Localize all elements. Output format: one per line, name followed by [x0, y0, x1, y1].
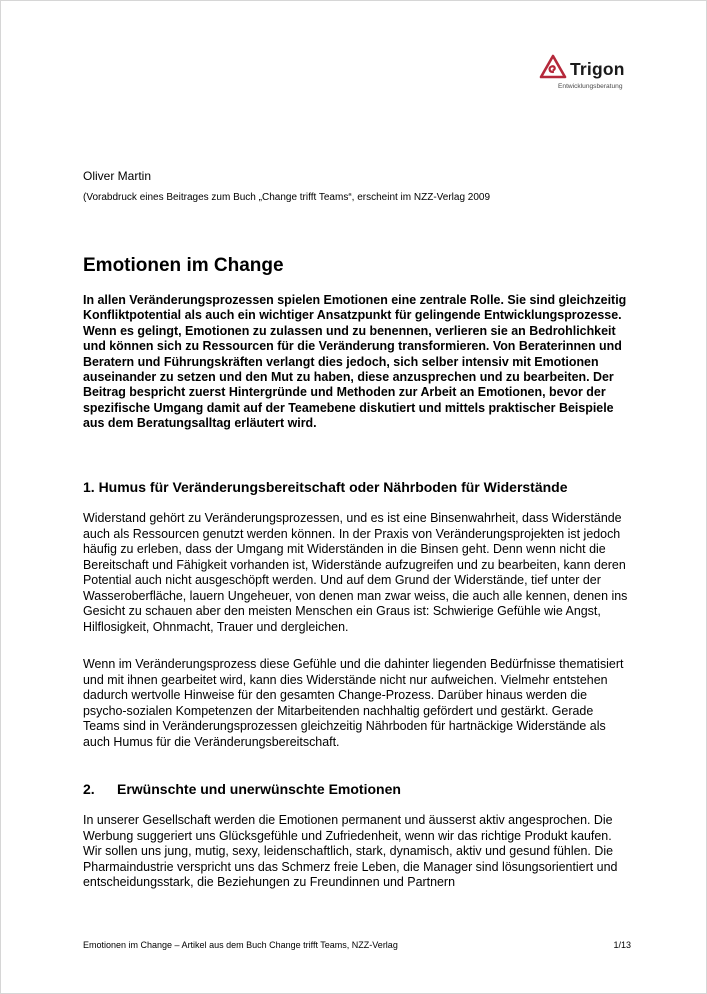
article-title: Emotionen im Change: [83, 255, 284, 276]
page-number: 1/13: [613, 940, 631, 950]
footer-text: Emotionen im Change – Artikel aus dem Buch Change trifft Teams, NZZ-Verlag: [83, 940, 398, 950]
section-2-heading: [83, 781, 401, 798]
section-2-paragraph-1: In unserer Gesellschaft werden die Emotionen permanent und äusserst aktiv angesprochen. Die Werbung suggeriert uns Glücksgefühle und Zufriedenheit, wenn wir das richtige Produkt kaufen. Wir sollen uns jung, mutig, sexy, leidenschaftlich, stark, dynamisch, aktiv und gesund fühlen. Die Pharmaindustrie verspricht uns das Schmerz freie Leben, die Manager sind lösungsorientiert und entscheidungsstark, die Beziehungen zu Freundinnen und Partnern: [83, 813, 618, 889]
section-1-paragraph-1: Widerstand gehört zu Veränderungsprozessen, und es ist eine Binsenwahrheit, dass Widerstände auch als Ressourcen genutzt werden können. In der Praxis von Veränderungsprojekten ist jedoch häufig zu erleben, dass der Umgang mit Widerständen in die Binsen geht. Denn wenn nicht die Bereitschaft und Fähigkeit vorhanden ist, Widerstände aufzugreifen und zu bearbeiten, kann deren Potential auch nicht ausgeschöpft werden. Und auf dem Grund der Widerstände, tief unter der Wasseroberfläche, lauern Ungeheuer, von denen man zwar weiss, die auch alle kennen, denen ins Gesicht zu schauen aber den meisten Menschen ein Graus ist: Schwierige Gefühle wie Angst, Hilflosigkeit, Ohnmacht, Trauer und dergleichen.: [83, 511, 628, 634]
section-1-paragraph-2: Wenn im Veränderungsprozess diese Gefühle und die dahinter liegenden Bedürfnisse thematisiert und mit ihnen gearbeitet wird, kann dies Widerstände nicht nur aufweichen. Vielmehr entstehen dadurch wertvolle Hinweise für den gesamten Change-Prozess. Darüber hinaus werden die psycho-sozialen Kompetenzen der Mitarbeitenden nachhaltig gefördert und gestärkt. Gerade Teams sind in Veränderungsprozessen gleichzeitig Nährboden für hartnäckige Widerstände als auch Humus für die Veränderungsbereitschaft.: [83, 657, 624, 749]
section-2-heading-text: Erwünschte und unerwünschte Emotionen: [117, 781, 401, 797]
author-name: Oliver Martin: [83, 169, 152, 183]
preprint-note: (Vorabdruck eines Beitrages zum Buch „Change trifft Teams“, erscheint im NZZ-Verlag 2009: [83, 192, 491, 203]
section-2-number: 2.: [83, 781, 95, 797]
logo-tagline: Entwicklungsberatung: [558, 83, 623, 90]
article-abstract: In allen Veränderungsprozessen spielen Emotionen eine zentrale Rolle. Sie sind gleichzeitig Konfliktpotential als auch ein wichtiger Ansatzpunkt für gelingende Entwicklungsprozesse. Wenn es gelingt, Emotionen zu zulassen und zu benennen, verlieren sie an Bedrohlichkeit und können sich zu Ressourcen für die Veränderung transformieren. Von Beraterinnen und Beratern und Führungskräften verlangt dies jedoch, sich selber intensiv mit Emotionen auseinander zu setzen und den Mut zu haben, diese anzusprechen und zu bearbeiten. Der Beitrag bespricht zuerst Hintergründe und Methoden zur Arbeit an Emotionen, bevor der spezifische Umgang damit auf der Teamebene diskutiert und mittels praktischer Beispiele aus dem Beratungsalltag erläutert wird.: [83, 293, 627, 431]
logo-wordmark: Trigon: [570, 59, 625, 79]
trigon-logo: [539, 52, 639, 96]
section-1-heading: 1. Humus für Veränderungsbereitschaft oder Nährboden für Widerstände: [83, 479, 568, 495]
triangle-spiral-icon: [539, 54, 567, 80]
